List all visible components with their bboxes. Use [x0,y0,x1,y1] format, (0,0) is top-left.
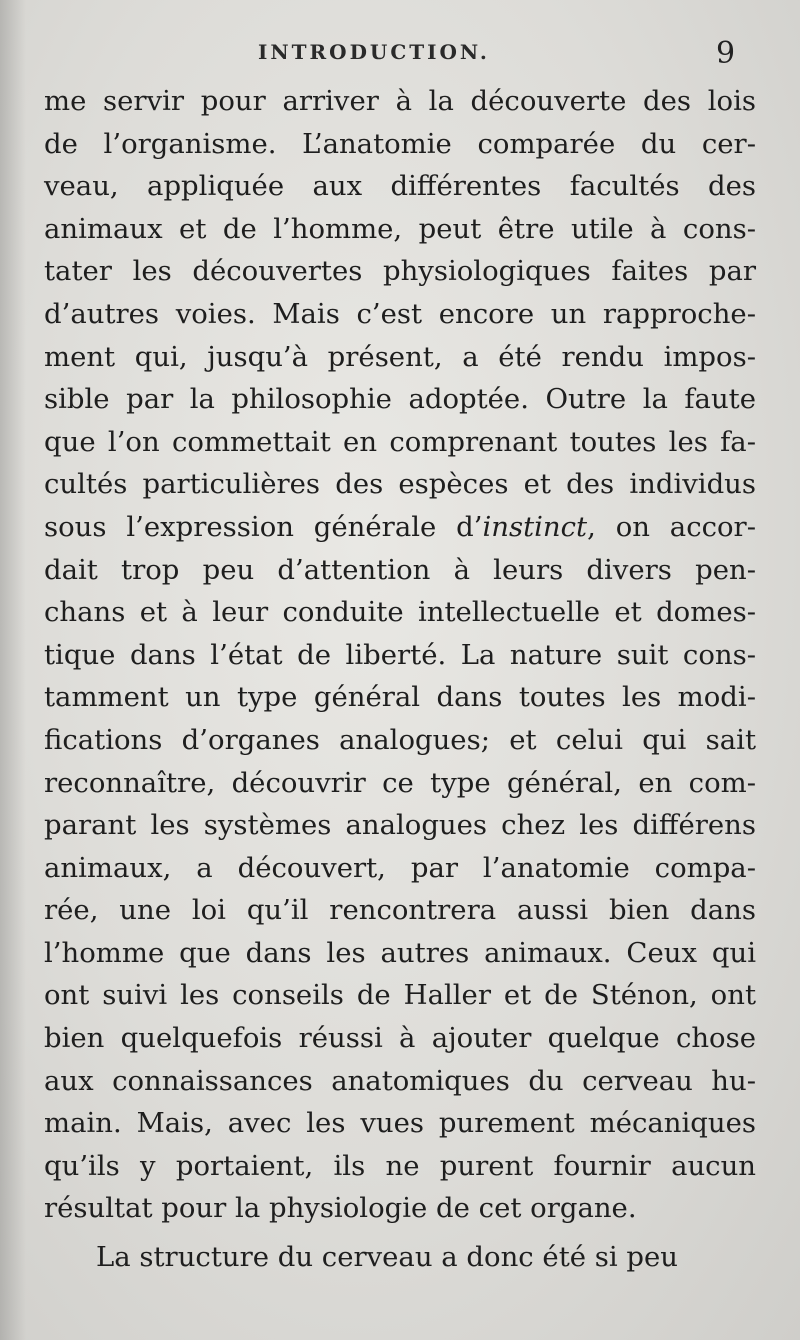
text-line: chans et à leur conduite intellectuelle et domes- [44,596,756,629]
text-line: qu’ils y portaient, ils ne purent fournir aucun [44,1149,756,1182]
text-line: parant les systèmes analogues chez les différens [44,809,756,842]
paragraph-1 [44,80,756,1230]
text-line: veau, appliquée aux différentes facultés des [44,170,756,203]
text-line: tamment un type général dans toutes les modi- [44,681,756,714]
text-line [44,506,756,549]
text-line: ment qui, jusqu’à présent, a été rendu impos- [44,340,756,373]
text-line: tique dans l’état de liberté. La nature suit cons- [44,638,756,671]
text-line: bien quelquefois réussi à ajouter quelque chose [44,1022,756,1055]
text-line: que l’on commettait en comprenant toutes les fa- [44,425,756,458]
page-number: 9 [716,36,736,71]
binding-shadow [0,0,26,1340]
text-line: cultés particulières des espèces et des individus [44,468,756,501]
text-line: d’autres voies. Mais c’est encore un rapproche- [44,297,756,330]
text-line: sible par la philosophie adoptée. Outre la faute [44,383,756,416]
text-segment: sous l’expression générale d’ [44,510,483,543]
text-line: fications d’organes analogues; et celui qui sait [44,723,756,756]
text-line: aux connaissances anatomiques du cerveau hu- [44,1064,756,1097]
text-line: l’homme que dans les autres animaux. Ceux qui [44,936,756,969]
text-line: me servir pour arriver à la découverte des lois [44,85,756,117]
text-line: reconnaître, découvrir ce type général, en com- [44,766,756,799]
paragraph-2-first-line: La structure du cerveau a donc été si peu [96,1241,679,1274]
text-line: animaux et de l’homme, peut être utile à cons- [44,212,756,245]
text-line: de l’organisme. L’anatomie comparée du cer- [44,127,756,160]
running-head: INTRODUCTION. [258,40,490,64]
body-text [44,80,756,1279]
page-header [0,36,800,76]
text-line: résultat pour la physiologie de cet organe. [44,1192,637,1225]
text-line: rée, une loi qu’il rencontrera aussi bien dans [44,894,756,927]
text-line: dait trop peu d’attention à leurs divers pen- [44,553,756,586]
italic-word: instinct [482,510,588,543]
text-segment: , on accor- [587,510,756,543]
text-line: animaux, a découvert, par l’anatomie compa- [44,851,756,884]
text-line: tater les découvertes physiologiques faites par [44,255,756,288]
text-line: main. Mais, avec les vues purement mécaniques [44,1107,756,1140]
text-line: ont suivi les conseils de Haller et de Sténon, ont [44,979,756,1012]
